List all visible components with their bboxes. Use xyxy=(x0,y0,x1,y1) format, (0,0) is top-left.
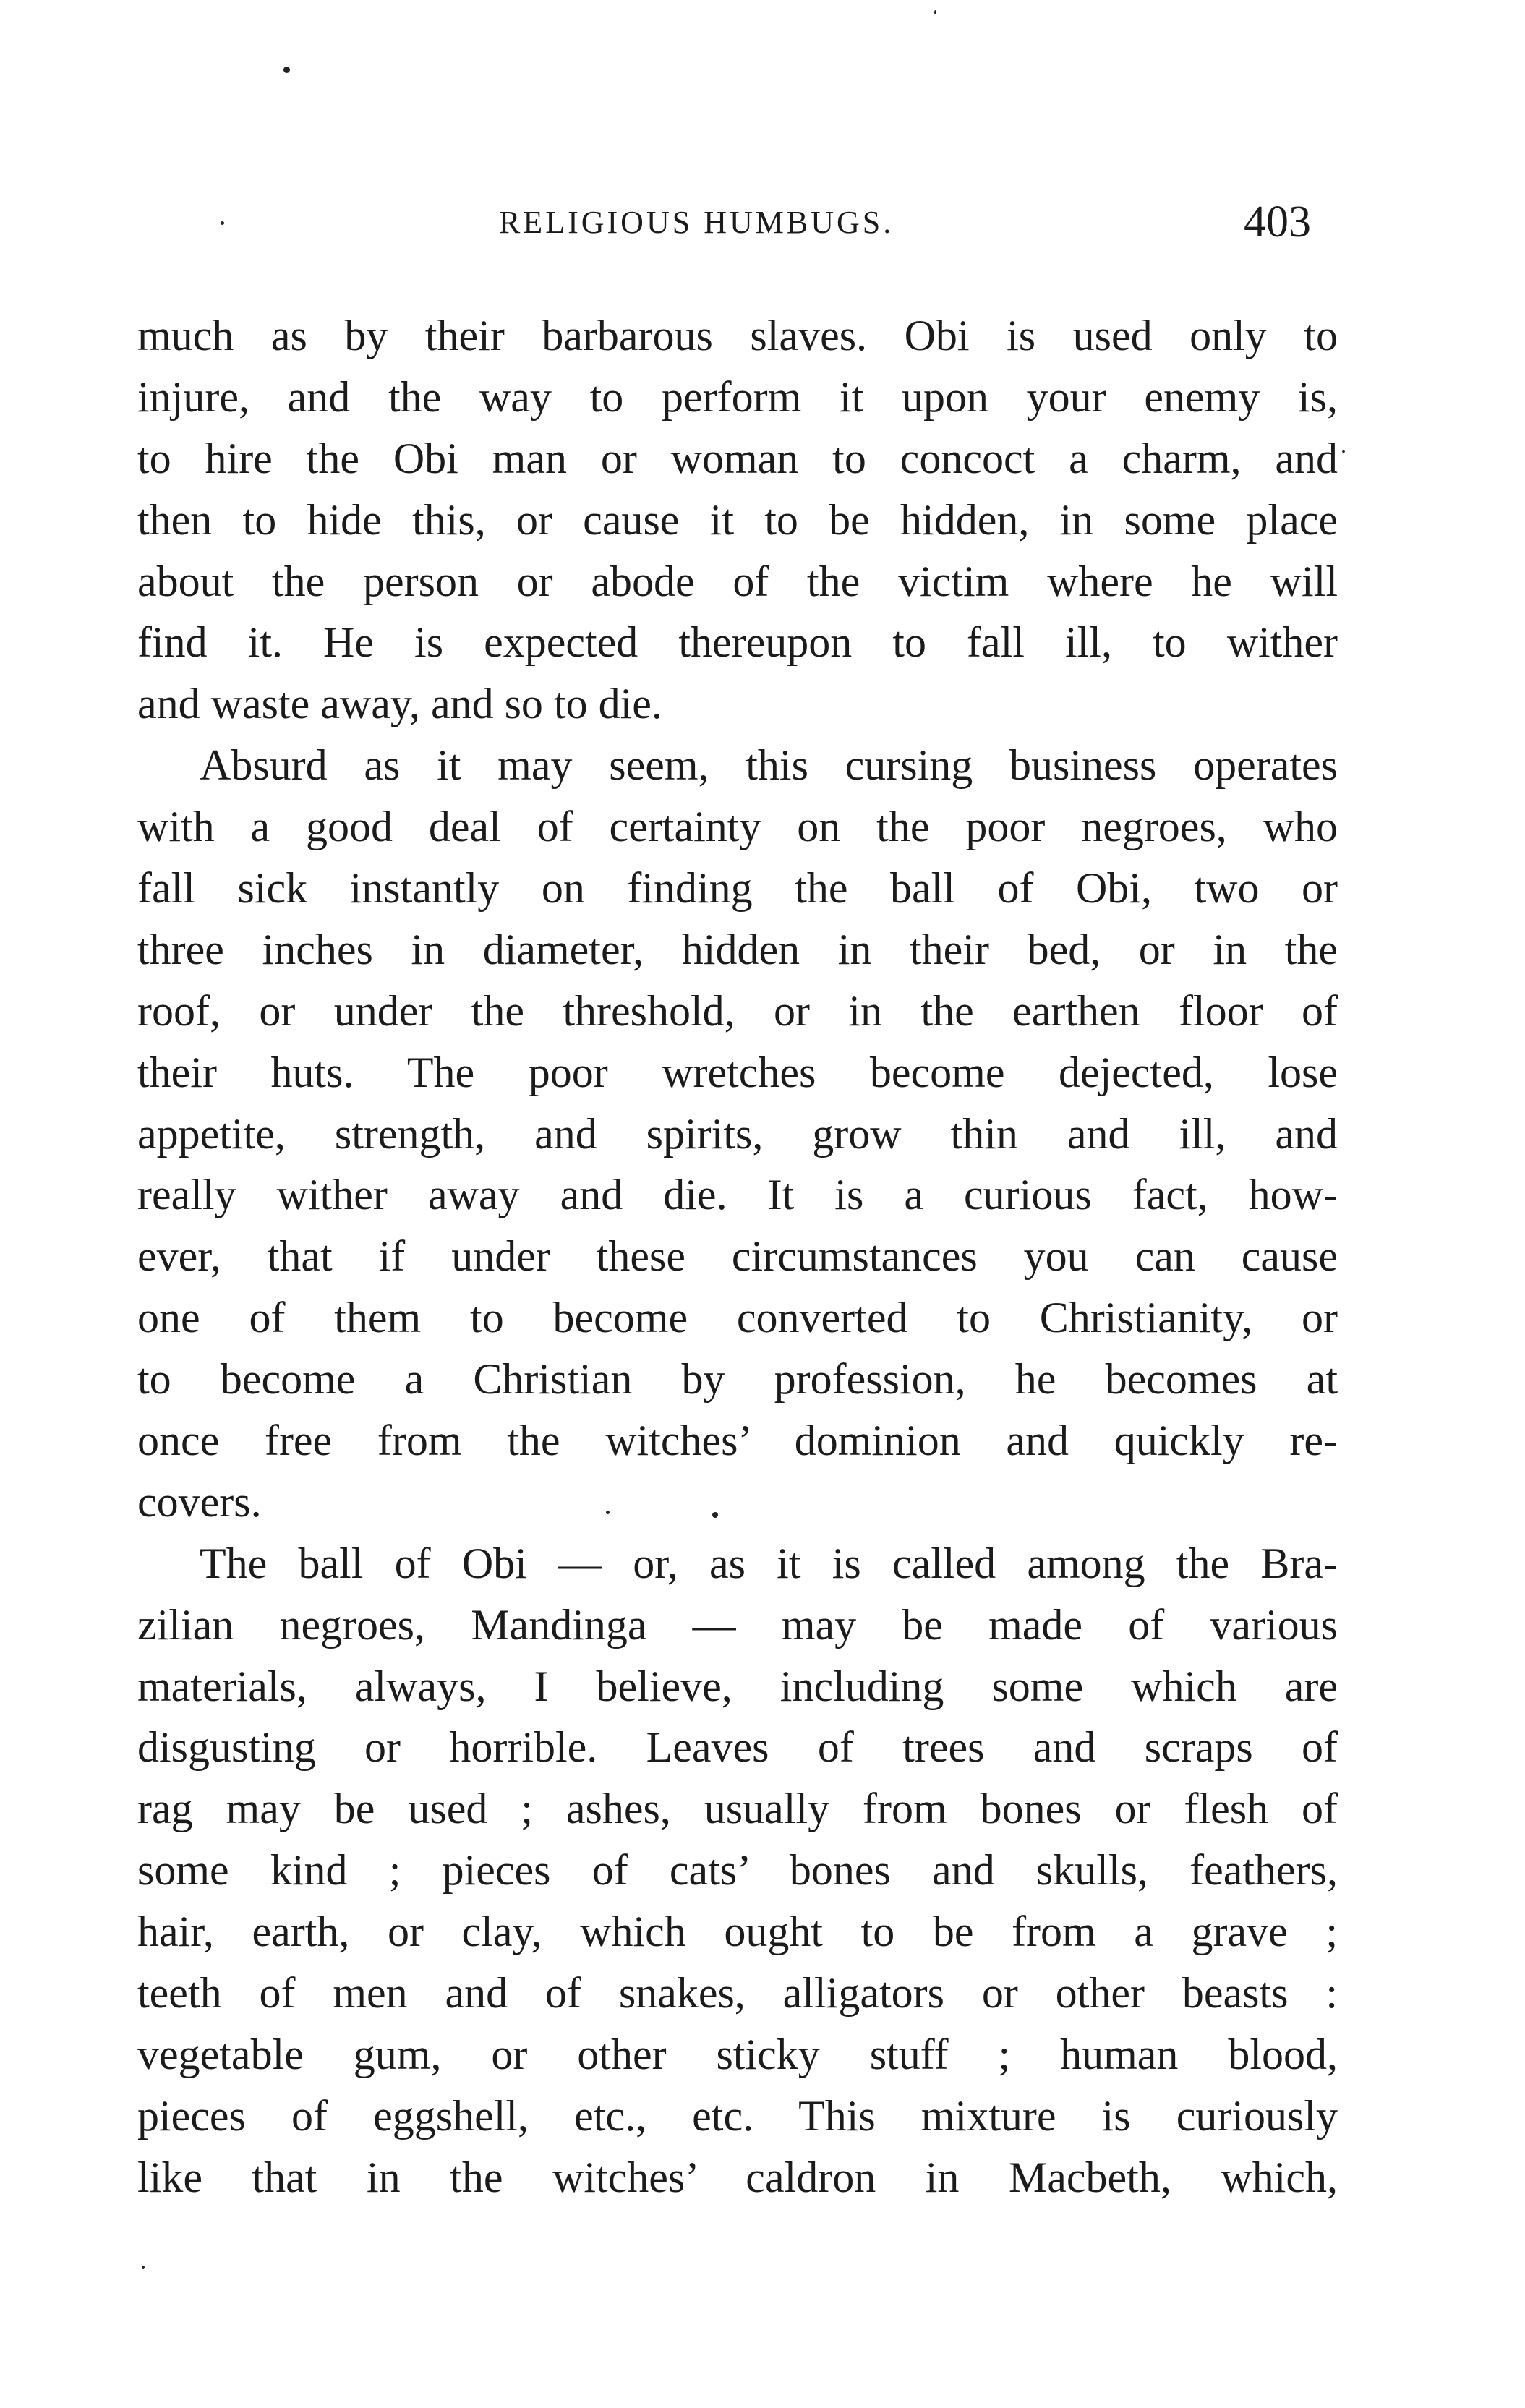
text-line: to become a Christian by profession, he becomes at xyxy=(137,1355,1338,1404)
text-line: about the person or abode of the victim where he will xyxy=(137,557,1338,605)
print-speck xyxy=(283,67,290,73)
text-line: fall sick instantly on finding the ball of Obi, two or xyxy=(137,864,1338,913)
paragraph xyxy=(137,735,1338,1533)
text-line: covers. xyxy=(137,1477,262,1526)
text-line: teeth of men and of snakes, alligators or other beasts : xyxy=(137,1969,1338,2018)
text-line: then to hide this, or cause it to be hidden, in some place xyxy=(137,495,1338,544)
paragraph xyxy=(137,305,1338,735)
text-line: zilian negroes, Mandinga — may be made of various xyxy=(137,1600,1338,1649)
body-text xyxy=(137,305,1338,2208)
page-number: 403 xyxy=(1244,197,1311,247)
text-line: their huts. The poor wretches become dejected, lose xyxy=(137,1048,1338,1096)
text-line: one of them to become converted to Christianity, or xyxy=(137,1294,1338,1342)
text-line: The ball of Obi — or, as it is called among the Bra- xyxy=(200,1539,1338,1587)
text-line: really wither away and die. It is a curious fact, how- xyxy=(137,1171,1338,1219)
text-line: like that in the witches’ caldron in Macbeth, which, xyxy=(137,2153,1338,2201)
text-line: hair, earth, or clay, which ought to be from a grave ; xyxy=(137,1908,1338,1956)
text-line: vegetable gum, or other sticky stuff ; human blood, xyxy=(137,2030,1338,2078)
paragraph xyxy=(137,1533,1338,2208)
text-line: appetite, strength, and spirits, grow thin and ill, and xyxy=(137,1109,1338,1158)
print-speck xyxy=(934,10,936,14)
text-line: much as by their barbarous slaves. Obi is used only to xyxy=(137,312,1338,359)
text-line: find it. He is expected thereupon to fall ill, to wither xyxy=(137,618,1338,667)
text-line: disgusting or horrible. Leaves of trees and scraps of xyxy=(137,1723,1338,1772)
text-line: rag may be used ; ashes, usually from bones or flesh of xyxy=(137,1785,1338,1833)
text-line: materials, always, I believe, including some which are xyxy=(137,1662,1338,1710)
running-head xyxy=(0,197,1525,255)
print-speck xyxy=(1342,450,1345,453)
text-line: to hire the Obi man or woman to concoct a charm, and xyxy=(137,434,1338,482)
text-line: pieces of eggshell, etc., etc. This mixture is curiously xyxy=(137,2091,1338,2140)
text-line: injure, and the way to perform it upon your enemy is, xyxy=(137,372,1338,421)
text-line: Absurd as it may seem, this cursing business operates xyxy=(200,741,1338,790)
running-title: RELIGIOUS HUMBUGS. xyxy=(499,205,894,240)
print-speck xyxy=(142,2266,145,2269)
text-line: once free from the witches’ dominion and quickly re- xyxy=(137,1417,1338,1465)
text-line: roof, or under the threshold, or in the earthen floor of xyxy=(137,986,1338,1035)
text-line: ever, that if under these circumstances you can cause xyxy=(137,1232,1338,1281)
text-line: three inches in diameter, hidden in their bed, or in the xyxy=(137,925,1338,973)
text-line: and waste away, and so to die. xyxy=(137,680,662,728)
text-line: some kind ; pieces of cats’ bones and skulls, feathers, xyxy=(137,1846,1338,1895)
text-line: with a good deal of certainty on the poor negroes, who xyxy=(137,803,1338,851)
